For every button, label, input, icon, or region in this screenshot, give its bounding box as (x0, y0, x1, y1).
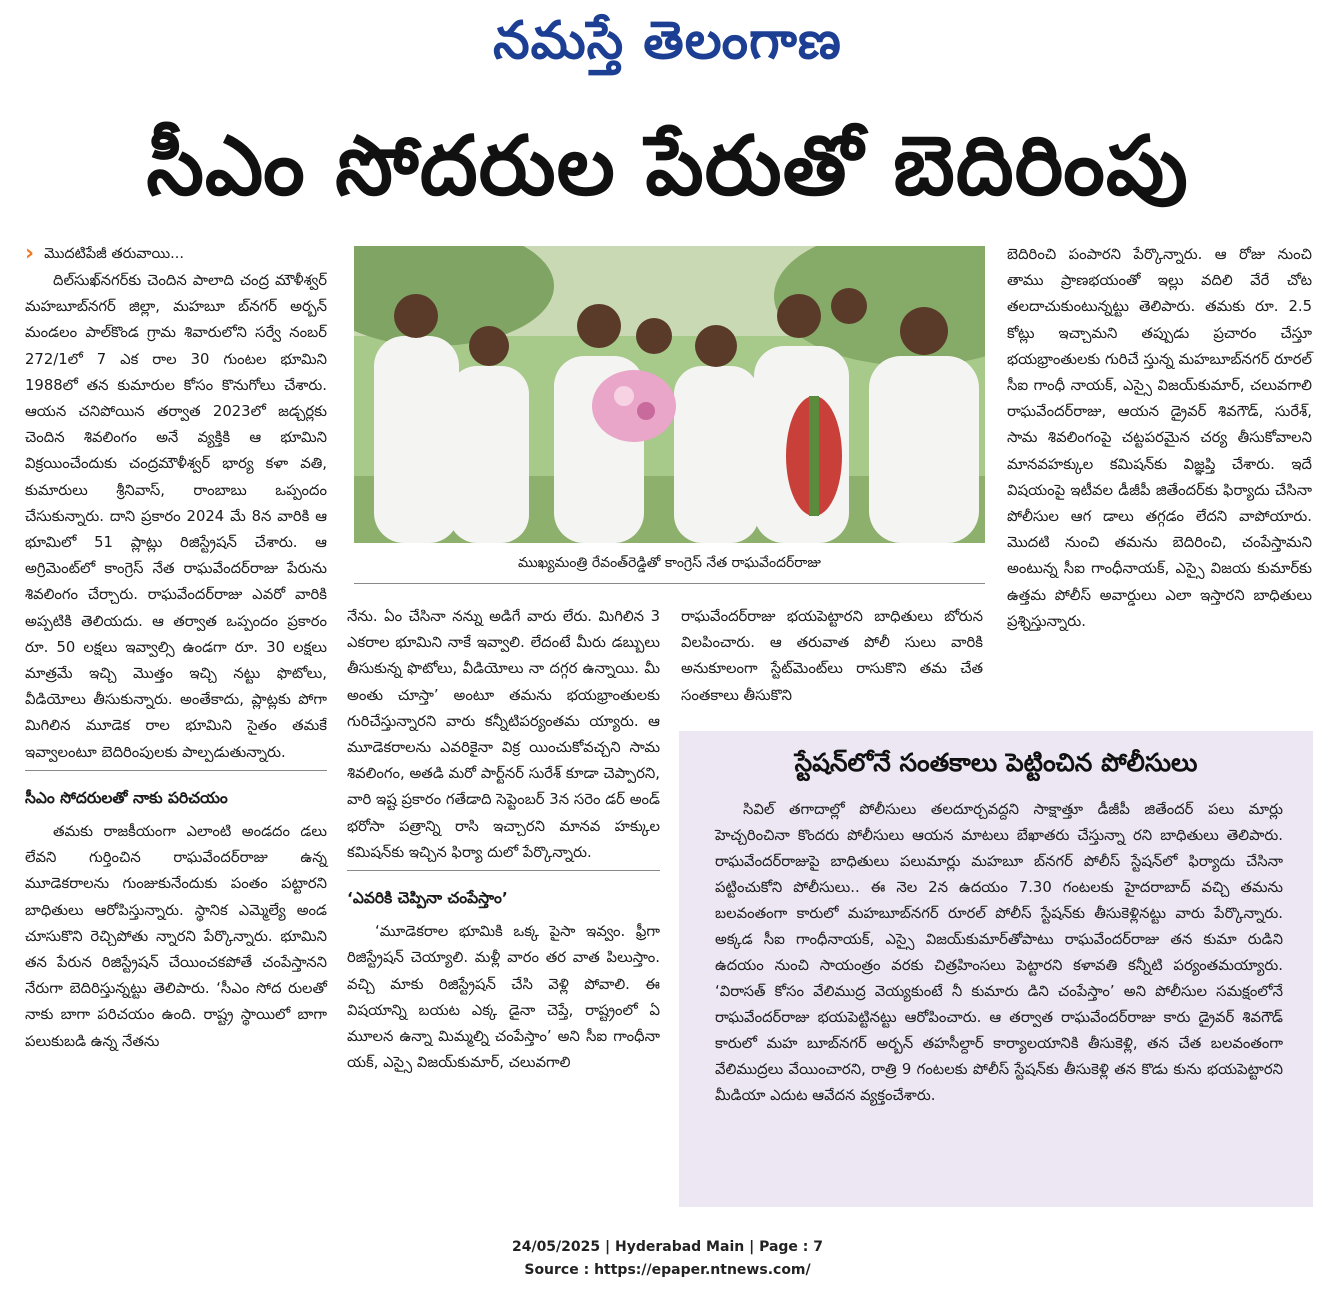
box-body (715, 797, 1283, 1109)
continuation-text: మొదటిపేజీ తరువాయి... (44, 245, 184, 262)
photo-illustration (354, 246, 985, 543)
news-photo (354, 246, 985, 543)
continuation-marker (25, 242, 327, 266)
column-2 (347, 604, 660, 1076)
photo-caption: ముఖ్యమంత్రి రేవంత్‌రెడ్డితో కాంగ్రెస్ నేత రాఘవేందర్‌రాజు (518, 555, 821, 571)
article-paragraph: రాఘవేందర్‌రాజు భయపెట్టారని బాధితులు బోరున విలపించారు. ఆ తరువాత పోలీ సులు వారికి అనుకూలంగా స్టేట్‌మెంట్‌లు రాసుకొని తమ చేత సంతకాలు తీసుకొని (681, 608, 983, 704)
article-paragraph: దిల్‌సుఖ్‌నగర్‌కు చెందిన పాలాది చంద్ర మౌళీశ్వర్ మహబూబ్‌నగర్ జిల్లా, మహబూ బ్‌నగర్ అర్బన్ మండలం పాల్‌కొండ గ్రామ శివారులోని సర్వే నంబర్ 272/1లో 7 ఎక రాల 30 గుంటల భూమిని 1988లో తన కుమారుల కోసం కొనుగోలు చేశారు. ఆయన చనిపోయిన తర్వాత 2023లో జడ్చర్లకు చెందిన శివలింగం అనే వ్యక్తికి ఆ భూమిని విక్రయించేందుకు చంద్రమౌళీశ్వర్ భార్య కళా వతి, కుమారులు శ్రీనివాస్, రాంబాబు ఒప్పందం చేసుకున్నారు. దాని ప్రకారం 2024 మే 8న వారికి ఆ భూమిలో 51 ప్లాట్లు రిజిస్ట్రేషన్ చేశారు. ఆ అగ్రిమెంట్‌లో కాంగ్రెస్ నేత రాఘవేందర్‌రాజు పేరును శివలింగం చేర్చారు. రాఘవేందర్‌రాజు ఎవరో వారికి అప్పటికి తెలియదు. ఆ తర్వాత ఒప్పందం ప్రకారం రూ. 50 లక్షలు ఇవ్వాల్సి ఉండగా రూ. 30 లక్షలు మాత్రమే ఇచ్చి మొత్తం ఇచ్చి నట్టు ఫొటోలు, వీడియోలు తీసుకున్నారు. అంతేకాదు, ప్లాట్లకు పోగా మిగిలిన మూడెక రాల భూమిని సైతం తమకే ఇవ్వాలంటూ బెదిరింపులకు పాల్పడుతున్నారు. (25, 272, 327, 761)
subheading: ‘ఎవరికి చెప్పినా చంపేస్తాం’ (347, 889, 508, 908)
section-divider (347, 870, 660, 871)
source-link[interactable]: Source : https://epaper.ntnews.com/ (524, 1262, 811, 1278)
section-divider (25, 770, 327, 771)
column-1 (25, 242, 327, 1055)
caption-divider (354, 583, 985, 584)
article-paragraph: తమకు రాజకీయంగా ఎలాంటి అండదం డలు లేవని గుర్తించిన రాఘవేందర్‌రాజు ఉన్న మూడెకరాలను గుంజుకునేందుకు పంతం పట్టారని బాధితులు ఆరోపిస్తున్నారు. స్థానిక ఎమ్మెల్యే అండ చూసుకొని రెచ్చిపోతు న్నారని పేర్కొన్నారు. భూమిని తన పేరున రిజిస్ట్రేషన్ చేయించకపోతే చంపేస్తానని నేరుగా బెదిరిస్తున్నట్టు తెలిపారు. ‘సీఎం సోద రులతో నాకు బాగా పరిచయం ఉంది. రాష్ట్ర స్థాయిలో బాగా పలుకుబడి ఉన్న నేతను (25, 823, 327, 1050)
article-paragraph: బెదిరించి పంపారని పేర్కొన్నారు. ఆ రోజు నుంచి తాము ప్రాణభయంతో ఇల్లు వదిలి వేరే చోట తలదాచుకుంటున్నట్టు తెలిపారు. తమకు రూ. 2.5 కోట్లు ఇచ్చామని తప్పుడు ప్రచారం చేస్తూ భయభ్రాంతులకు గురిచే స్తున్న మహబూబ్‌నగర్ రూరల్ సీఐ గాంధీ నాయక్, ఎస్సై విజయ్‌కుమార్, చలువగాలి రాఘవేందర్‌రాజు, ఆయన డ్రైవర్ శివగౌడ్, సురేశ్, సామ శివలింగంపై చట్టపరమైన చర్య తీసుకోవాలని మానవహక్కుల కమిషన్‌కు విజ్ఞప్తి చేశారు. ఇదే విషయంపై ఇటీవల డీజీపీ జితేందర్‌కు ఫిర్యాదు చేసినా పోలీసుల ఆగ డాలు తగ్గడం లేదని వాపోయారు. మొదటి నుంచి తమను బెదిరించి, చంపేస్తామని అంటున్న సీఐ గాంధీనాయక్, ఎస్సై విజయ కుమార్‌కు ఉత్తమ పోలీస్ అవార్డులు ఎలా ఇస్తారని బాధితులు ప్రశ్నిస్తున్నారు. (1007, 246, 1312, 630)
chevron-right-icon: › (25, 241, 35, 266)
article-paragraph: నేను. ఏం చేసినా నన్ను అడిగే వారు లేరు. మిగిలిన 3 ఎకరాల భూమిని నాకే ఇవ్వాలి. లేదంటే మీరు డబ్బులు తీసుకున్న ఫొటోలు, వీడియోలు నా దగ్గర ఉన్నాయి. మీ అంతు చూస్తా’ అంటూ తమను భయభ్రాంతులకు గురిచేస్తున్నారని వారు కన్నీటిపర్యంతమ య్యారు. ఆ మూడెకరాలను ఎవరికైనా విక్ర యించుకోవచ్చని సామ శివలింగం, అతడి మరో పార్ట్‌నర్ సురేశ్ కూడా చెప్పారని, వారి ఇష్ట ప్రకారం గతేడాది సెప్టెంబర్ 3న సరెం డర్ అండ్ భరోసా పత్రాన్ని రాసి ఇచ్చారని మానవ హక్కుల కమిషన్‌కు ఇచ్చిన ఫిర్యా దులో పేర్కొన్నారు. (347, 608, 660, 861)
headline: సీఎం సోదరుల పేరుతో బెదిరింపు (146, 119, 1189, 214)
article-paragraph: ‘మూడెకరాల భూమికి ఒక్క పైసా ఇవ్వం. ఫ్రీగా రిజిస్ట్రేషన్ చెయ్యాలి. మళ్లీ వారం తర వాత పిలుస్తాం. వచ్చి మాకు రిజిస్ట్రేషన్ చేసి వెళ్లి పోవాలి. ఈ విషయాన్ని బయట ఎక్క డైనా చెప్తే, రాష్ట్రంలో ఏ మూలన ఉన్నా మిమ్మల్ని చంపేస్తాం’ అని సీఐ గాంధీనా యక్, ఎస్సై విజయ్‌కుమార్, చలువగాలి (347, 923, 660, 1072)
column-4 (1007, 242, 1312, 635)
box-title: స్టేషన్‌లోనే సంతకాలు పెట్టించిన పోలీసులు (794, 748, 1198, 777)
page-footer (0, 1236, 1335, 1282)
subheading: సీఎం సోదరులతో నాకు పరిచయం (25, 788, 228, 807)
highlight-box (679, 731, 1313, 1207)
newspaper-masthead: నమస్తే తెలంగాణ (493, 10, 842, 71)
edition-info: 24/05/2025 | Hyderabad Main | Page : 7 (511, 1239, 824, 1255)
article-paragraph: సివిల్ తగాదాల్లో పోలీసులు తలదూర్చవద్దని సాక్షాత్తూ డీజీపీ జితేందర్ పలు మార్లు హెచ్చరించినా కొందరు పోలీసులు ఆయన మాటలు బేఖాతరు చేస్తున్నా రని బాధితులు తెలిపారు. రాఘవేందర్‌రాజుపై బాధితులు పలుమార్లు మహబూ బ్‌నగర్ పోలీస్ స్టేషన్‌లో ఫిర్యాదు చేసినా పట్టించుకోని పోలీసులు.. ఈ నెల 2న ఉదయం 7.30 గంటలకు హైదరాబాద్ వచ్చి తమను బలవంతంగా కారులో మహబూబ్‌నగర్ రూరల్ పోలీస్ స్టేషన్‌కు తీసుకెళ్లినట్టు వారు పేర్కొన్నారు. అక్కడ సీఐ గాంధీనాయక్, ఎస్సై విజయ్‌కుమార్‌తోపాటు రాఘవేందర్‌రాజు తన కుమా రుడిని ఉదయం నుంచి సాయంత్రం వరకు చిత్రహింసలు పెట్టారని కళావతి కన్నీటి పర్యంతమయ్యారు. ‘విరాసత్ కోసం వేలిముద్ర వెయ్యకుంటే నీ కుమారు డిని చంపేస్తాం’ అని పోలీసుల సమక్షంలోనే రాఘవేందర్‌రాజు భయపెట్టినట్టు ఆరోపించారు. ఆ తర్వాత రాఘవేందర్‌రాజు కారు డ్రైవర్ శివగౌడ్ కారులో మహ బూబ్‌నగర్ అర్బన్ తహసీల్దార్ కార్యాలయానికి తీసుకెళ్లి, తన చేత బలవంతంగా వేలిముద్రలు వేయించారని, రాత్రి 9 గంటలకు పోలీస్ స్టేషన్‌కు తీసుకెళ్లి తన కొడు కును భయపెట్టారని మీడియా ఎదుట ఆవేదన వ్యక్తంచేశారు. (715, 801, 1283, 1104)
column-3 (681, 604, 983, 709)
